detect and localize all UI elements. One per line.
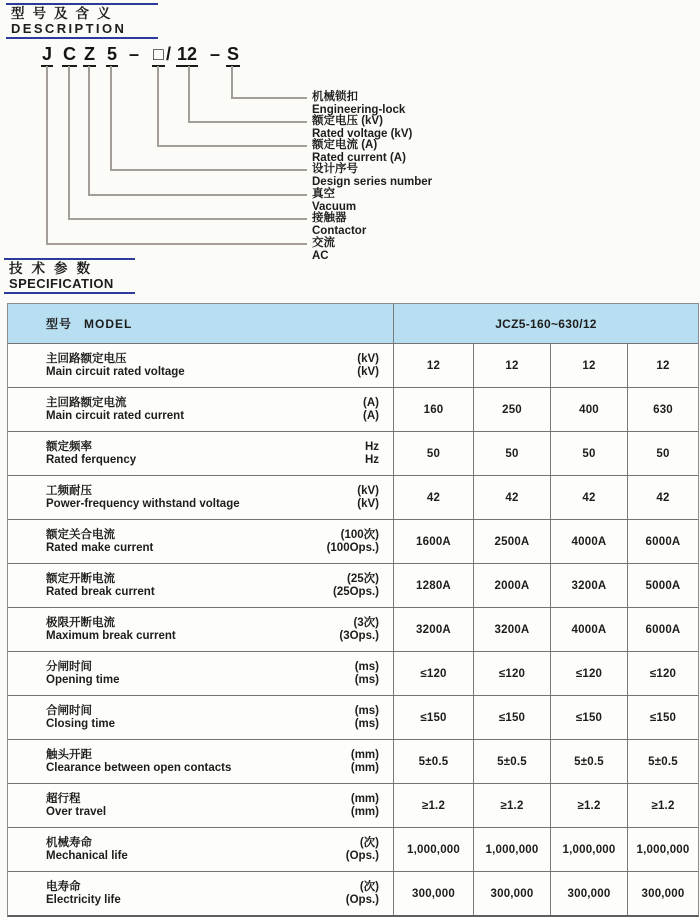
parameter-unit-en: Hz [364, 453, 379, 466]
parameter-names [46, 573, 155, 599]
diagram-label [312, 212, 366, 238]
value-cell: 1,000,000 [550, 828, 627, 871]
parameter-name-zh: 触头开距 [46, 748, 92, 761]
table-row [8, 871, 698, 915]
parameter-name-zh: 合闸时间 [46, 704, 92, 717]
parameter-units [346, 837, 379, 863]
parameter-cell [8, 388, 393, 431]
parameter-name-en: Electricity life [46, 893, 121, 906]
parameter-units [333, 573, 379, 599]
diagram-label-zh: 机械锁扣 [312, 91, 358, 103]
parameter-unit-zh: (25次) [347, 572, 379, 585]
parameter-unit-en: (A) [363, 409, 379, 422]
value-cell: 50 [627, 432, 698, 475]
parameter-unit-en: (100Ops.) [326, 541, 379, 554]
parameter-name-en: Main circuit rated current [46, 409, 185, 422]
parameter-name-en: Mechanical life [46, 849, 128, 862]
diagram-label-en: Contactor [312, 225, 367, 237]
parameter-unit-zh: (ms) [354, 660, 379, 673]
value-cell: 50 [550, 432, 627, 475]
value-cell: ≤150 [393, 696, 473, 739]
parameter-units [357, 485, 379, 511]
table-row [8, 475, 698, 519]
model-code-part: / [166, 44, 172, 64]
table-row [8, 563, 698, 607]
model-label-zh: 型号 [46, 317, 73, 331]
value-cell: ≤150 [627, 696, 698, 739]
parameter-name-en: Closing time [46, 717, 116, 730]
parameter-name-zh: 额定频率 [46, 440, 92, 453]
specification-title-en: SPECIFICATION [9, 276, 114, 291]
value-cell: ≤120 [393, 652, 473, 695]
diagram-label-zh: 额定电流 (A) [312, 139, 378, 151]
value-cell: 12 [393, 344, 473, 387]
parameter-unit-en: (Ops.) [345, 893, 379, 906]
parameter-unit-en: (25Ops.) [332, 585, 379, 598]
model-code-part: 5 [106, 44, 118, 67]
diagram-label-en: Engineering-lock [312, 104, 406, 116]
diagram-connector-hline [88, 194, 307, 196]
parameter-names [46, 793, 106, 819]
value-cell: 1600A [393, 520, 473, 563]
parameter-names [46, 881, 121, 907]
value-cell: 50 [473, 432, 550, 475]
parameter-cell [8, 608, 393, 651]
diagram-label-en: AC [312, 250, 329, 262]
diagram-connector-vline [88, 66, 90, 196]
parameter-cell [8, 696, 393, 739]
parameter-units [363, 397, 379, 423]
value-cell: 12 [627, 344, 698, 387]
model-code-part: 12 [176, 44, 198, 67]
value-cell: 6000A [627, 608, 698, 651]
table-row [8, 739, 698, 783]
value-cell: 3200A [550, 564, 627, 607]
table-body [8, 343, 698, 915]
value-cell: 300,000 [393, 872, 473, 915]
parameter-cell [8, 828, 393, 871]
diagram-label [312, 115, 412, 141]
parameter-cell [8, 476, 393, 519]
value-cell: 2000A [473, 564, 550, 607]
parameter-unit-en: (Ops.) [345, 849, 379, 862]
parameter-unit-zh: (100次) [340, 528, 379, 541]
parameter-unit-zh: Hz [364, 440, 379, 453]
value-cell: ≥1.2 [550, 784, 627, 827]
diagram-label-en: Rated current (A) [312, 152, 406, 164]
parameter-name-en: Rated break current [46, 585, 155, 598]
diagram-connector-hline [46, 243, 307, 245]
parameter-names [46, 529, 153, 555]
parameter-unit-en: (3Ops.) [339, 629, 379, 642]
parameter-name-zh: 分闸时间 [46, 660, 92, 673]
parameter-name-zh: 超行程 [46, 792, 81, 805]
parameter-name-en: Rated make current [46, 541, 154, 554]
diagram-connector-vline [68, 66, 70, 220]
value-cell: 2500A [473, 520, 550, 563]
parameter-unit-zh: (3次) [353, 616, 379, 629]
diagram-label [312, 188, 356, 214]
parameter-names [46, 705, 115, 731]
parameter-name-en: Over travel [46, 805, 107, 818]
parameter-name-en: Main circuit rated voltage [46, 365, 185, 378]
parameter-name-en: Maximum break current [46, 629, 176, 642]
diagram-label [312, 237, 335, 263]
value-cell: 42 [473, 476, 550, 519]
parameter-units [346, 881, 379, 907]
diagram-label-zh: 真空 [312, 188, 335, 200]
value-cell: 1,000,000 [627, 828, 698, 871]
model-code-diagram [0, 0, 700, 262]
value-cell: 300,000 [550, 872, 627, 915]
model-code-part: S [226, 44, 240, 67]
diagram-label-en: Design series number [312, 176, 433, 188]
value-cell: ≤120 [550, 652, 627, 695]
parameter-name-en: Opening time [46, 673, 120, 686]
table-row [8, 519, 698, 563]
diagram-connector-vline [110, 66, 112, 171]
parameter-units [339, 617, 379, 643]
model-code-part: Z [83, 44, 96, 67]
table-row [8, 431, 698, 475]
diagram-connector-hline [68, 218, 307, 220]
diagram-label [312, 139, 406, 165]
parameter-unit-en: (mm) [350, 805, 379, 818]
diagram-connector-hline [188, 121, 307, 123]
value-cell: 300,000 [627, 872, 698, 915]
parameter-units [357, 353, 379, 379]
table-row [8, 651, 698, 695]
value-cell: 5±0.5 [473, 740, 550, 783]
parameter-unit-zh: (ms) [354, 704, 379, 717]
table-row [8, 827, 698, 871]
diagram-connector-vline [46, 66, 48, 245]
value-cell: 4000A [550, 520, 627, 563]
parameter-cell [8, 564, 393, 607]
value-cell: ≤150 [473, 696, 550, 739]
parameter-unit-zh: (kV) [357, 352, 379, 365]
parameter-name-zh: 电寿命 [46, 880, 81, 893]
value-cell: 1,000,000 [393, 828, 473, 871]
diagram-label-zh: 交流 [312, 237, 335, 249]
value-cell: 5000A [627, 564, 698, 607]
parameter-unit-en: (ms) [354, 717, 379, 730]
value-cell: 12 [473, 344, 550, 387]
value-cell: 1280A [393, 564, 473, 607]
diagram-label-zh: 设计序号 [312, 163, 358, 175]
parameter-units [327, 529, 379, 555]
model-label-en: MODEL [84, 316, 133, 331]
parameter-name-en: Power-frequency withstand voltage [46, 497, 240, 510]
value-cell: 5±0.5 [393, 740, 473, 783]
parameter-name-zh: 额定开断电流 [46, 572, 115, 585]
table-header-model-label [8, 304, 393, 343]
value-cell: 250 [473, 388, 550, 431]
table-header-row [8, 304, 698, 343]
value-cell: 42 [627, 476, 698, 519]
parameter-names [46, 617, 176, 643]
parameter-names [46, 441, 136, 467]
value-cell: ≥1.2 [473, 784, 550, 827]
parameter-name-zh: 机械寿命 [46, 836, 92, 849]
parameter-name-zh: 工频耐压 [46, 484, 92, 497]
parameter-unit-zh: (A) [363, 396, 379, 409]
parameter-cell [8, 432, 393, 475]
specification-title-block [4, 258, 135, 294]
table-row [8, 695, 698, 739]
model-code-part: J [41, 44, 53, 67]
parameter-name-en: Clearance between open contacts [46, 761, 232, 774]
value-cell: 3200A [473, 608, 550, 651]
parameter-cell [8, 520, 393, 563]
parameter-unit-en: (ms) [354, 673, 379, 686]
diagram-connector-vline [231, 66, 233, 99]
parameter-cell [8, 784, 393, 827]
parameter-units [351, 793, 379, 819]
diagram-label-en: Rated voltage (kV) [312, 128, 413, 140]
table-header-model-value: JCZ5-160~630/12 [393, 304, 698, 343]
parameter-units [351, 749, 379, 775]
parameter-name-zh: 极限开断电流 [46, 616, 115, 629]
parameter-name-en: Rated ferquency [46, 453, 137, 466]
diagram-label-en: Vacuum [312, 201, 357, 213]
value-cell: 42 [393, 476, 473, 519]
parameter-unit-en: (kV) [357, 497, 379, 510]
value-cell: ≥1.2 [393, 784, 473, 827]
diagram-label-zh: 额定电压 (kV) [312, 115, 383, 127]
parameter-name-zh: 主回路额定电流 [46, 396, 127, 409]
value-cell: ≥1.2 [627, 784, 698, 827]
model-code-part: – [129, 44, 140, 64]
parameter-unit-en: (kV) [357, 365, 379, 378]
parameter-names [46, 837, 128, 863]
value-cell: 6000A [627, 520, 698, 563]
value-cell: 12 [550, 344, 627, 387]
parameter-unit-zh: (mm) [350, 792, 379, 805]
value-cell: ≤120 [627, 652, 698, 695]
parameter-units [355, 661, 379, 687]
table-row [8, 607, 698, 651]
value-cell: 630 [627, 388, 698, 431]
parameter-unit-zh: (次) [359, 836, 379, 849]
parameter-names [46, 485, 240, 511]
value-cell: ≤120 [473, 652, 550, 695]
value-cell: 400 [550, 388, 627, 431]
parameter-cell [8, 652, 393, 695]
parameter-unit-zh: (次) [359, 880, 379, 893]
parameter-name-zh: 主回路额定电压 [46, 352, 127, 365]
table-row [8, 343, 698, 387]
specification-table [7, 303, 699, 917]
value-cell: 5±0.5 [550, 740, 627, 783]
diagram-connector-vline [188, 66, 190, 123]
specification-title-zh: 技术参数 [9, 261, 99, 276]
parameter-names [46, 353, 185, 379]
value-cell: 50 [393, 432, 473, 475]
parameter-names [46, 397, 184, 423]
value-cell: 300,000 [473, 872, 550, 915]
value-cell: 42 [550, 476, 627, 519]
parameter-name-zh: 额定关合电流 [46, 528, 115, 541]
table-row [8, 783, 698, 827]
value-cell: 160 [393, 388, 473, 431]
diagram-label [312, 91, 405, 117]
value-cell: ≤150 [550, 696, 627, 739]
parameter-names [46, 749, 231, 775]
parameter-names [46, 661, 119, 687]
description-title-zh: 型号及含义 [11, 6, 119, 21]
diagram-connector-vline [157, 66, 159, 147]
description-title-en: DESCRIPTION [11, 21, 127, 36]
diagram-connector-hline [231, 97, 307, 99]
diagram-label [312, 163, 432, 189]
parameter-units [365, 441, 379, 467]
diagram-connector-hline [157, 145, 307, 147]
model-code-part: □ [152, 44, 165, 67]
parameter-unit-zh: (mm) [350, 748, 379, 761]
value-cell: 3200A [393, 608, 473, 651]
model-code-part: – [210, 44, 221, 64]
parameter-unit-en: (mm) [350, 761, 379, 774]
model-code-part: C [62, 44, 77, 67]
parameter-units [355, 705, 379, 731]
value-cell: 5±0.5 [627, 740, 698, 783]
table-row [8, 387, 698, 431]
value-cell: 4000A [550, 608, 627, 651]
diagram-label-zh: 接触器 [312, 212, 347, 224]
parameter-cell [8, 344, 393, 387]
diagram-connector-hline [110, 169, 307, 171]
parameter-cell [8, 740, 393, 783]
value-cell: 1,000,000 [473, 828, 550, 871]
parameter-unit-zh: (kV) [357, 484, 379, 497]
